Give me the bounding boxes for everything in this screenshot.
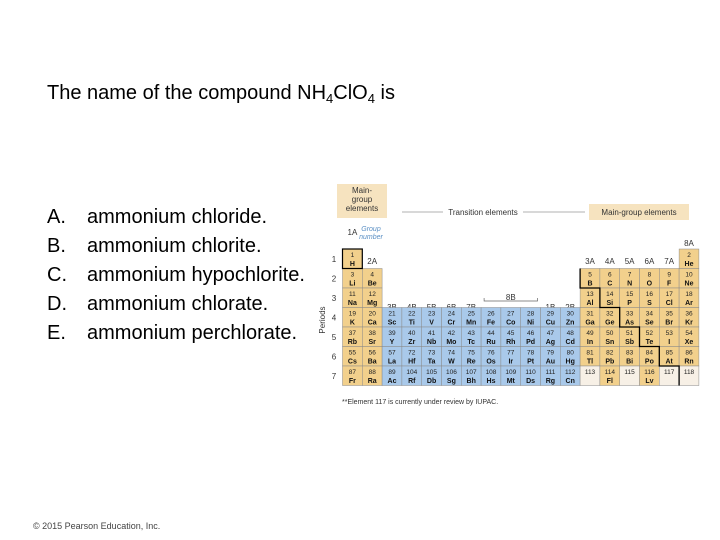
element-atomic-number: 28	[526, 310, 535, 318]
option-a[interactable]	[47, 203, 327, 232]
element-atomic-number: 75	[467, 349, 475, 357]
element-symbol: Ta	[427, 358, 436, 366]
element-symbol: Cl	[665, 300, 673, 307]
answer-options	[47, 203, 327, 348]
option-text: ammonium chlorate.	[87, 293, 269, 315]
option-letter: A.	[47, 206, 66, 228]
element-atomic-number: 19	[348, 310, 357, 318]
option-letter: D.	[47, 293, 67, 315]
element-symbol: Be	[367, 280, 377, 288]
element-atomic-number: 1	[350, 252, 355, 259]
element-atomic-number: 39	[388, 330, 396, 337]
element-atomic-number: 49	[586, 330, 594, 337]
element-atomic-number: 15	[625, 291, 634, 298]
element-atomic-number: 35	[665, 310, 673, 318]
period-number: 7	[331, 372, 337, 381]
element-symbol: Ar	[685, 300, 693, 307]
option-e[interactable]	[47, 319, 327, 348]
element-symbol: W	[448, 358, 455, 366]
element-symbol: Os	[486, 358, 496, 366]
transition-label: Transition elements	[448, 208, 518, 217]
element-atomic-number: 32	[606, 310, 614, 318]
footnote: **Element 117 is currently under review by IUPAC.	[342, 399, 499, 406]
element-symbol: Rg	[545, 378, 556, 385]
element-symbol: Ne	[684, 280, 694, 288]
main-group-right-label: Main-group elements	[601, 208, 677, 217]
element-symbol: In	[586, 339, 594, 346]
period-number: 2	[331, 274, 337, 284]
element-atomic-number: 51	[625, 330, 634, 337]
copyright-notice: © 2015 Pearson Education, Inc.	[33, 521, 161, 531]
element-atomic-number: 18	[685, 291, 693, 298]
element-atomic-number: 81	[586, 349, 594, 357]
element-atomic-number: 14	[606, 291, 614, 298]
element-symbol: Tc	[467, 339, 476, 346]
element-atomic-number: 12	[368, 291, 376, 298]
element-symbol: Pt	[527, 358, 535, 366]
option-letter: E.	[47, 322, 66, 344]
option-c[interactable]	[47, 261, 327, 290]
element-symbol: K	[349, 319, 355, 327]
element-symbol: Rb	[347, 339, 358, 346]
element-atomic-number: 41	[427, 330, 436, 337]
element-symbol: Te	[645, 339, 654, 346]
element-symbol: Pd	[526, 339, 536, 346]
element-atomic-number: 83	[625, 349, 634, 357]
element-symbol: At	[665, 358, 673, 366]
element-symbol: Ac	[387, 378, 397, 385]
periodic-table-figure	[317, 180, 707, 412]
element-atomic-number: 8	[647, 271, 652, 279]
element-symbol: Co	[506, 319, 516, 327]
element-symbol: Rh	[506, 339, 516, 346]
element-symbol: C	[607, 280, 613, 288]
question-subscript-2: 4	[367, 91, 375, 106]
element-atomic-number: 53	[665, 330, 673, 337]
group-label: 2A	[367, 257, 378, 266]
element-symbol: F	[667, 280, 672, 288]
element-symbol: Fr	[348, 378, 356, 385]
element-atomic-number: 84	[645, 349, 654, 357]
element-symbol: Mt	[506, 378, 515, 385]
element-symbol: Bi	[626, 358, 634, 366]
element-symbol: O	[646, 280, 653, 288]
element-atomic-number: 42	[447, 330, 456, 337]
element-atomic-number: 52	[645, 330, 654, 337]
element-atomic-number: 33	[625, 310, 634, 318]
element-symbol: Ni	[527, 319, 535, 327]
period-number: 1	[331, 255, 337, 264]
element-atomic-number: 3	[350, 271, 355, 279]
element-atomic-number: 44	[487, 330, 495, 337]
element-atomic-number: 25	[467, 310, 475, 318]
element-atomic-number: 118	[683, 369, 695, 376]
element-symbol: Sc	[387, 319, 397, 327]
element-atomic-number: 6	[607, 271, 612, 279]
option-letter: B.	[47, 235, 66, 257]
element-atomic-number: 76	[487, 349, 495, 357]
group-number-note: number	[359, 234, 383, 241]
element-atomic-number: 38	[368, 330, 376, 337]
element-atomic-number: 29	[546, 310, 555, 318]
element-symbol: Sr	[368, 339, 376, 346]
element-symbol: Cn	[565, 378, 575, 385]
element-atomic-number: 31	[586, 310, 594, 318]
element-atomic-number: 54	[685, 330, 693, 337]
element-atomic-number: 85	[665, 349, 673, 357]
element-atomic-number: 24	[447, 310, 456, 318]
group-number-note: Group	[361, 226, 381, 233]
element-symbol: Ga	[585, 319, 595, 327]
element-atomic-number: 110	[525, 369, 536, 376]
element-atomic-number: 34	[645, 310, 654, 318]
element-atomic-number: 87	[348, 369, 357, 376]
element-symbol: Lv	[645, 378, 654, 385]
period-number: 4	[331, 313, 337, 323]
element-atomic-number: 43	[467, 330, 475, 337]
element-symbol: Zr	[408, 339, 416, 346]
element-symbol: Rn	[684, 358, 694, 366]
element-symbol: Tl	[586, 358, 594, 366]
periods-axis-label: Periods	[318, 306, 327, 334]
element-symbol: Cu	[545, 319, 556, 327]
element-atomic-number: 74	[447, 349, 456, 357]
element-atomic-number: 106	[445, 369, 457, 376]
element-symbol: Sg	[446, 378, 456, 385]
element-atomic-number: 111	[545, 369, 556, 376]
element-symbol: Pb	[605, 358, 615, 366]
element-atomic-number: 104	[406, 369, 418, 376]
element-atomic-number: 50	[606, 330, 614, 337]
element-symbol: He	[684, 261, 694, 268]
group-label: 7A	[664, 257, 675, 266]
option-letter: C.	[47, 264, 67, 286]
group-label: 4A	[604, 257, 615, 266]
element-symbol: V	[429, 319, 434, 327]
element-symbol: Si	[606, 300, 614, 307]
option-text: ammonium chlorite.	[87, 235, 262, 257]
element-symbol: Ru	[486, 339, 496, 346]
element-atomic-number: 72	[408, 349, 416, 357]
element-atomic-number: 115	[624, 369, 635, 376]
element-atomic-number: 114	[604, 369, 615, 376]
periodic-table-svg	[317, 180, 707, 412]
element-atomic-number: 105	[426, 369, 438, 376]
element-atomic-number: 108	[485, 369, 497, 376]
element-symbol: Li	[349, 280, 356, 288]
group-label: 8B	[505, 293, 516, 302]
element-symbol: As	[625, 319, 635, 327]
element-symbol: Au	[545, 358, 556, 366]
element-symbol: Na	[347, 300, 357, 307]
element-symbol: Ti	[408, 319, 415, 327]
element-atomic-number: 79	[546, 349, 555, 357]
main-group-left-label: group	[351, 195, 373, 204]
element-atomic-number: 107	[465, 369, 477, 376]
element-symbol: Al	[586, 300, 594, 307]
element-symbol: B	[587, 280, 593, 288]
element-symbol: Sn	[605, 339, 615, 346]
main-group-left-label: elements	[345, 204, 379, 213]
element-symbol: Fl	[606, 378, 613, 385]
element-atomic-number: 13	[586, 291, 594, 298]
element-atomic-number: 86	[685, 349, 693, 357]
element-atomic-number: 4	[370, 271, 375, 279]
period-number: 5	[331, 333, 337, 342]
option-text: ammonium chloride.	[87, 206, 268, 228]
element-atomic-number: 82	[606, 349, 614, 357]
element-atomic-number: 113	[584, 369, 596, 376]
element-atomic-number: 80	[566, 349, 574, 357]
period-number: 6	[331, 352, 337, 362]
element-atomic-number: 5	[588, 271, 592, 279]
element-atomic-number: 46	[526, 330, 535, 337]
question-suffix: is	[374, 82, 395, 104]
element-atomic-number: 30	[566, 310, 574, 318]
element-symbol: Cr	[447, 319, 456, 327]
main-group-left-label: Main-	[351, 186, 373, 195]
question-prefix: The name of the compound NH	[47, 82, 327, 104]
element-symbol: La	[387, 358, 397, 366]
group-label: 6A	[644, 257, 655, 266]
element-symbol: Hg	[565, 358, 575, 366]
element-symbol: Ge	[605, 319, 615, 327]
element-symbol: Ag	[545, 339, 556, 346]
element-atomic-number: 22	[408, 310, 416, 318]
element-symbol: Ca	[367, 319, 377, 327]
element-atomic-number: 11	[349, 291, 356, 298]
element-atomic-number: 45	[507, 330, 515, 337]
element-atomic-number: 37	[348, 330, 357, 337]
element-atomic-number: 109	[505, 369, 517, 376]
element-atomic-number: 7	[627, 271, 632, 279]
element-atomic-number: 57	[388, 349, 396, 357]
element-atomic-number: 26	[487, 310, 495, 318]
question-subscript-1: 4	[326, 91, 334, 106]
element-symbol: Rf	[408, 378, 416, 385]
element-atomic-number: 112	[565, 369, 576, 376]
element-atomic-number: 56	[368, 349, 376, 357]
element-atomic-number: 23	[427, 310, 436, 318]
element-symbol: Y	[389, 339, 395, 346]
element-symbol: Cs	[347, 358, 357, 366]
element-symbol: Xe	[684, 339, 694, 346]
option-d[interactable]	[47, 290, 327, 319]
element-atomic-number: 27	[507, 310, 515, 318]
question-text	[47, 82, 395, 106]
element-atomic-number: 17	[665, 291, 673, 298]
element-atomic-number: 20	[368, 310, 376, 318]
element-atomic-number: 88	[368, 369, 376, 376]
element-atomic-number: 9	[667, 271, 672, 279]
element-atomic-number: 77	[507, 349, 515, 357]
element-symbol: Br	[665, 319, 674, 327]
element-symbol: I	[668, 339, 671, 346]
element-symbol: Po	[644, 358, 654, 366]
option-text: ammonium hypochlorite.	[87, 264, 305, 286]
group-label: 3A	[585, 257, 595, 266]
element-symbol: H	[349, 261, 355, 268]
element-symbol: Ds	[526, 378, 536, 385]
element-atomic-number: 36	[685, 310, 693, 318]
element-symbol: Cd	[565, 339, 575, 346]
element-symbol: N	[627, 280, 633, 288]
element-symbol: Hf	[408, 358, 416, 366]
element-atomic-number: 40	[408, 330, 416, 337]
element-atomic-number: 73	[427, 349, 436, 357]
element-symbol: Zn	[565, 319, 575, 327]
option-text: ammonium perchlorate.	[87, 322, 298, 344]
element-symbol: Mn	[466, 319, 477, 327]
element-symbol: Ir	[508, 358, 514, 366]
element-atomic-number: 116	[644, 369, 655, 376]
group-label: 1A	[347, 228, 358, 237]
option-b[interactable]	[47, 232, 327, 261]
element-symbol: Re	[466, 358, 476, 366]
element-atomic-number: 89	[388, 369, 396, 376]
element-symbol: P	[627, 300, 632, 307]
element-symbol: Bh	[466, 378, 476, 385]
element-atomic-number: 21	[388, 310, 396, 318]
element-atomic-number: 117	[664, 369, 675, 376]
element-symbol: Mo	[446, 339, 457, 346]
element-atomic-number: 55	[348, 349, 357, 357]
group-label: 8A	[684, 239, 694, 248]
element-atomic-number: 47	[546, 330, 555, 337]
element-symbol: Kr	[685, 319, 693, 327]
element-symbol: Hs	[486, 378, 496, 385]
element-symbol: Sb	[625, 339, 635, 346]
element-symbol: Fe	[486, 319, 496, 327]
element-symbol: Db	[426, 378, 437, 385]
element-symbol: Ba	[367, 358, 377, 366]
element-atomic-number: 48	[566, 330, 574, 337]
element-symbol: Se	[645, 319, 654, 327]
element-symbol: Mg	[367, 300, 378, 307]
period-number: 3	[331, 294, 337, 303]
element-symbol: S	[647, 300, 652, 307]
element-atomic-number: 78	[526, 349, 535, 357]
element-atomic-number: 2	[687, 252, 691, 259]
element-symbol: Nb	[426, 339, 437, 346]
element-atomic-number: 10	[685, 271, 693, 279]
question-formula-mid: ClO	[333, 82, 368, 104]
group-label: 5A	[624, 257, 635, 266]
element-atomic-number: 16	[645, 291, 654, 298]
element-symbol: Ra	[367, 378, 377, 385]
